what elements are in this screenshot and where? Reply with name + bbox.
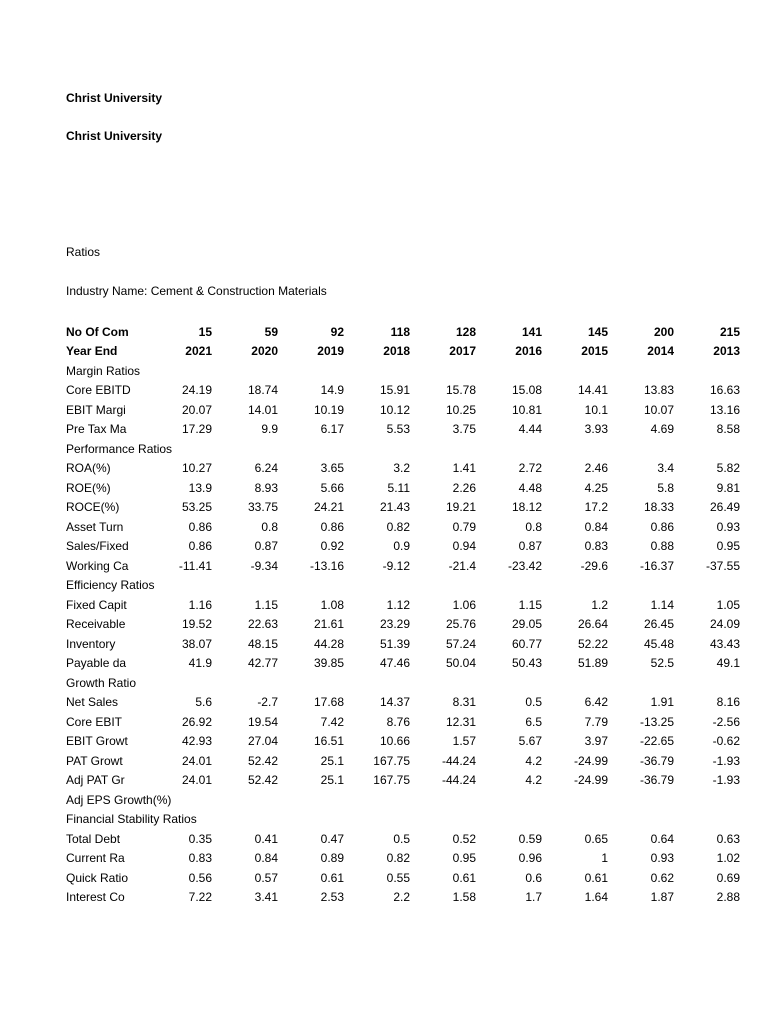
table-cell: 7.42 — [320, 714, 344, 729]
table-row — [66, 888, 740, 908]
table-cell: 29.05 — [511, 617, 542, 632]
table-cell: 0.84 — [584, 519, 608, 534]
table-cell: -1.93 — [712, 773, 740, 788]
table-cell: 16.63 — [709, 383, 740, 398]
row-label: Fixed Capit — [66, 597, 127, 612]
table-cell: 0.8 — [261, 519, 278, 534]
table-cell: 24.21 — [313, 500, 344, 515]
table-cell: -1.93 — [712, 753, 740, 768]
header-title-2: Christ University — [66, 129, 163, 143]
table-row — [66, 478, 740, 498]
table-cell: 42.93 — [181, 734, 212, 749]
table-cell: 3.41 — [254, 890, 278, 905]
table-cell: 167.75 — [373, 753, 410, 768]
table-row — [66, 400, 740, 420]
table-cell: 141 — [521, 324, 542, 339]
table-cell: 0.55 — [386, 870, 410, 885]
table-cell: 5.6 — [195, 695, 212, 710]
table-cell: -2.7 — [257, 695, 278, 710]
table-section-row — [66, 361, 740, 381]
table-cell: 6.42 — [584, 695, 608, 710]
table-cell: 14.41 — [577, 383, 608, 398]
table-row — [66, 556, 740, 576]
table-cell: 0.94 — [452, 539, 476, 554]
table-cell: 53.25 — [181, 500, 212, 515]
table-cell: 0.56 — [188, 870, 212, 885]
row-label: No Of Com — [66, 324, 129, 339]
table-row — [66, 829, 740, 849]
row-label: Year End — [66, 344, 118, 359]
table-cell: 50.04 — [445, 656, 476, 671]
table-cell: -24.99 — [573, 753, 608, 768]
table-cell: 17.2 — [584, 500, 608, 515]
table-cell: 5.82 — [716, 461, 740, 476]
table-cell: 0.92 — [320, 539, 344, 554]
table-cell: 24.01 — [181, 773, 212, 788]
table-cell: 0.83 — [584, 539, 608, 554]
row-label: Pre Tax Ma — [66, 422, 127, 437]
table-cell: -13.25 — [639, 714, 674, 729]
table-cell: 5.8 — [657, 480, 674, 495]
table-cell: 8.76 — [386, 714, 410, 729]
table-cell: -13.16 — [309, 558, 344, 573]
table-cell: 52.42 — [247, 753, 278, 768]
table-cell: 26.45 — [643, 617, 674, 632]
row-label: Interest Co — [66, 890, 125, 905]
table-cell: 8.93 — [254, 480, 278, 495]
table-section-row — [66, 673, 740, 693]
table-cell: 23.29 — [379, 617, 410, 632]
table-cell: -36.79 — [639, 773, 674, 788]
table-cell: 0.63 — [716, 831, 740, 846]
table-row — [66, 517, 740, 537]
table-cell: -44.24 — [441, 753, 476, 768]
table-cell: 7.22 — [188, 890, 212, 905]
row-label: Core EBIT — [66, 714, 123, 729]
table-cell: 26.49 — [709, 500, 740, 515]
table-cell: 24.19 — [181, 383, 212, 398]
table-cell: 1.91 — [650, 695, 674, 710]
table-cell: 52.22 — [577, 636, 608, 651]
table-cell: 0.95 — [716, 539, 740, 554]
table-cell: 10.81 — [511, 402, 542, 417]
table-cell: 47.46 — [379, 656, 410, 671]
table-row — [66, 342, 740, 362]
table-cell: 118 — [390, 324, 410, 339]
table-cell: 128 — [455, 324, 476, 339]
table-cell: 24.01 — [181, 753, 212, 768]
table-cell: 0.52 — [452, 831, 476, 846]
table-cell: -2.56 — [712, 714, 740, 729]
table-cell: 4.2 — [525, 753, 542, 768]
row-label: Net Sales — [66, 695, 119, 710]
table-cell: 2019 — [317, 344, 344, 359]
table-cell: 15.91 — [379, 383, 410, 398]
table-cell: 9.9 — [261, 422, 278, 437]
table-cell: -22.65 — [639, 734, 674, 749]
table-cell: 1.41 — [452, 461, 476, 476]
table-cell: 1.2 — [591, 597, 608, 612]
table-cell: 19.21 — [445, 500, 476, 515]
table-cell: 2.88 — [716, 890, 740, 905]
table-cell: 1 — [601, 851, 608, 866]
table-cell: 13.9 — [188, 480, 212, 495]
table-cell: 0.35 — [188, 831, 212, 846]
table-cell: -44.24 — [441, 773, 476, 788]
row-label: ROCE(%) — [66, 500, 120, 515]
table-cell: 215 — [719, 324, 740, 339]
table-cell: -21.4 — [448, 558, 476, 573]
table-cell: 19.52 — [181, 617, 212, 632]
table-cell: 48.15 — [247, 636, 278, 651]
table-cell: 4.2 — [525, 773, 542, 788]
table-section-row — [66, 439, 740, 459]
table-cell: 0.87 — [518, 539, 542, 554]
row-label: Receivable — [66, 617, 126, 632]
table-cell: 1.08 — [320, 597, 344, 612]
table-cell: 60.77 — [511, 636, 542, 651]
table-cell: 1.05 — [716, 597, 740, 612]
table-row — [66, 420, 740, 440]
table-row — [66, 693, 740, 713]
table-cell: 0.86 — [188, 519, 212, 534]
table-cell: 14.01 — [247, 402, 278, 417]
table-cell: 4.25 — [584, 480, 608, 495]
row-label: Current Ra — [66, 851, 125, 866]
table-cell: -24.99 — [573, 773, 608, 788]
section-label: Margin Ratios — [66, 363, 141, 378]
table-cell: 145 — [587, 324, 608, 339]
table-cell: 10.07 — [643, 402, 674, 417]
row-label: PAT Growt — [66, 753, 123, 768]
table-cell: 0.82 — [386, 851, 410, 866]
table-cell: 52.5 — [650, 656, 674, 671]
table-cell: 25.1 — [320, 753, 344, 768]
row-label: EBIT Margi — [66, 402, 126, 417]
row-label: Total Debt — [66, 831, 121, 846]
table-row — [66, 868, 740, 888]
table-cell: 9.81 — [716, 480, 740, 495]
table-cell: 92 — [330, 324, 344, 339]
header-title-1: Christ University — [66, 91, 163, 105]
table-cell: 0.86 — [320, 519, 344, 534]
table-cell: 0.88 — [650, 539, 674, 554]
section-label: Efficiency Ratios — [66, 578, 155, 593]
table-cell: 20.07 — [181, 402, 212, 417]
table-cell: 2.72 — [518, 461, 542, 476]
table-cell: 1.06 — [452, 597, 476, 612]
table-cell: 4.44 — [518, 422, 542, 437]
section-label: Financial Stability Ratios — [66, 812, 197, 827]
table-cell: 0.6 — [525, 870, 542, 885]
table-row — [66, 654, 740, 674]
table-cell: 7.79 — [584, 714, 608, 729]
table-cell: 2.53 — [320, 890, 344, 905]
table-cell: -37.55 — [705, 558, 740, 573]
row-label: Working Ca — [66, 558, 129, 573]
table-cell: 5.66 — [320, 480, 344, 495]
table-cell: -11.41 — [178, 558, 212, 573]
table-row — [66, 595, 740, 615]
table-cell: 12.31 — [445, 714, 476, 729]
table-cell: 0.61 — [584, 870, 608, 885]
table-cell: 3.4 — [657, 461, 674, 476]
table-cell: 8.16 — [716, 695, 740, 710]
table-cell: 4.48 — [518, 480, 542, 495]
table-row — [66, 615, 740, 635]
table-cell: 44.28 — [313, 636, 344, 651]
table-cell: 41.9 — [188, 656, 212, 671]
table-cell: 59 — [264, 324, 278, 339]
table-cell: 10.12 — [379, 402, 410, 417]
row-label: Inventory — [66, 636, 116, 651]
row-label: Asset Turn — [66, 519, 124, 534]
table-cell: 21.43 — [379, 500, 410, 515]
table-cell: 25.1 — [320, 773, 344, 788]
table-cell: 6.17 — [320, 422, 344, 437]
table-cell: 18.74 — [247, 383, 278, 398]
table-cell: 3.2 — [393, 461, 410, 476]
table-cell: 10.66 — [379, 734, 410, 749]
table-cell: 38.07 — [181, 636, 212, 651]
table-cell: 10.19 — [313, 402, 344, 417]
table-cell: 2016 — [515, 344, 542, 359]
table-cell: 25.76 — [445, 617, 476, 632]
table-cell: 18.12 — [511, 500, 542, 515]
table-cell: 22.63 — [247, 617, 278, 632]
table-cell: -9.12 — [382, 558, 410, 573]
table-cell: 26.92 — [181, 714, 212, 729]
table-cell: 0.5 — [393, 831, 410, 846]
table-cell: 51.39 — [379, 636, 410, 651]
row-label: Adj PAT Gr — [66, 773, 125, 788]
table-cell: 2017 — [449, 344, 476, 359]
table-cell: 15.08 — [511, 383, 542, 398]
table-cell: 0.84 — [254, 851, 278, 866]
row-label: Sales/Fixed — [66, 539, 129, 554]
table-cell: 3.75 — [452, 422, 476, 437]
table-cell: 33.75 — [247, 500, 278, 515]
table-section-row — [66, 790, 740, 810]
row-label: Payable da — [66, 656, 127, 671]
table-cell: 0.57 — [254, 870, 278, 885]
table-row — [66, 771, 740, 791]
table-cell: 5.53 — [386, 422, 410, 437]
row-label: Core EBITD — [66, 383, 131, 398]
table-cell: 10.25 — [445, 402, 476, 417]
table-cell: 0.86 — [188, 539, 212, 554]
table-cell: 14.37 — [379, 695, 410, 710]
table-cell: 0.95 — [452, 851, 476, 866]
table-cell: 0.87 — [254, 539, 278, 554]
table-cell: 2020 — [251, 344, 278, 359]
table-cell: 5.11 — [387, 480, 410, 495]
table-row — [66, 732, 740, 752]
row-label: EBIT Growt — [66, 734, 128, 749]
table-cell: 6.24 — [254, 461, 278, 476]
table-cell: 21.61 — [313, 617, 344, 632]
table-cell: 1.15 — [254, 597, 278, 612]
table-cell: 24.09 — [709, 617, 740, 632]
table-cell: 2.46 — [584, 461, 608, 476]
table-cell: 26.64 — [577, 617, 608, 632]
table-cell: 2015 — [581, 344, 608, 359]
table-cell: 15.78 — [445, 383, 476, 398]
table-cell: 0.5 — [525, 695, 542, 710]
table-cell: 42.77 — [247, 656, 278, 671]
table-cell: 39.85 — [313, 656, 344, 671]
table-cell: 8.31 — [452, 695, 476, 710]
table-cell: 0.61 — [320, 870, 344, 885]
table-cell: 2.26 — [452, 480, 476, 495]
table-cell: 45.48 — [643, 636, 674, 651]
table-row — [66, 459, 740, 479]
table-cell: 1.15 — [518, 597, 542, 612]
table-cell: 0.41 — [254, 831, 278, 846]
table-cell: 2.2 — [393, 890, 410, 905]
table-cell: -29.6 — [580, 558, 608, 573]
table-cell: 51.89 — [577, 656, 608, 671]
table-cell: 1.12 — [386, 597, 410, 612]
ratios-table-body — [66, 322, 740, 907]
table-cell: -16.37 — [639, 558, 674, 573]
table-cell: 13.16 — [709, 402, 740, 417]
table-cell: 0.59 — [518, 831, 542, 846]
table-cell: 0.8 — [525, 519, 542, 534]
table-cell: 3.97 — [584, 734, 608, 749]
table-cell: 17.29 — [181, 422, 212, 437]
row-label: ROE(%) — [66, 480, 111, 495]
table-row — [66, 498, 740, 518]
table-cell: 10.1 — [584, 402, 608, 417]
table-cell: 49.1 — [716, 656, 740, 671]
table-cell: 19.54 — [247, 714, 278, 729]
table-cell: 5.67 — [518, 734, 542, 749]
table-cell: 3.65 — [320, 461, 344, 476]
section-label: Growth Ratio — [66, 675, 137, 690]
table-cell: 43.43 — [709, 636, 740, 651]
table-section-row — [66, 576, 740, 596]
table-cell: 0.86 — [650, 519, 674, 534]
table-cell: 14.9 — [320, 383, 344, 398]
table-cell: 57.24 — [445, 636, 476, 651]
table-cell: 3.93 — [584, 422, 608, 437]
table-cell: 1.02 — [716, 851, 740, 866]
table-cell: 1.7 — [525, 890, 542, 905]
table-cell: 6.5 — [525, 714, 542, 729]
table-cell: 1.58 — [452, 890, 476, 905]
ratios-table — [66, 322, 740, 907]
row-label: ROA(%) — [66, 461, 111, 476]
table-cell: 52.42 — [247, 773, 278, 788]
table-row — [66, 537, 740, 557]
table-row — [66, 322, 740, 342]
table-row — [66, 712, 740, 732]
table-cell: 50.43 — [511, 656, 542, 671]
table-cell: 1.14 — [650, 597, 674, 612]
section-label: Performance Ratios — [66, 441, 173, 456]
table-cell: 18.33 — [643, 500, 674, 515]
table-cell: 200 — [653, 324, 674, 339]
table-cell: 8.58 — [716, 422, 740, 437]
table-cell: 16.51 — [313, 734, 344, 749]
table-cell: 2021 — [185, 344, 212, 359]
table-cell: 4.69 — [650, 422, 674, 437]
table-cell: 2013 — [713, 344, 740, 359]
industry-line: Industry Name: Cement & Construction Materials — [66, 284, 327, 298]
table-cell: 0.96 — [518, 851, 542, 866]
table-cell: 1.87 — [650, 890, 674, 905]
table-section-row — [66, 810, 740, 830]
table-cell: 0.9 — [393, 539, 410, 554]
table-cell: 27.04 — [247, 734, 278, 749]
table-cell: 0.93 — [650, 851, 674, 866]
table-cell: 167.75 — [373, 773, 410, 788]
section-label: Adj EPS Growth(%) — [66, 792, 172, 807]
table-cell: 2018 — [383, 344, 410, 359]
table-row — [66, 634, 740, 654]
table-row — [66, 381, 740, 401]
table-cell: 0.47 — [320, 831, 344, 846]
table-cell: 0.93 — [716, 519, 740, 534]
table-cell: 0.65 — [584, 831, 608, 846]
table-cell: -23.42 — [507, 558, 542, 573]
table-row — [66, 751, 740, 771]
table-cell: 1.16 — [188, 597, 212, 612]
table-cell: -9.34 — [250, 558, 278, 573]
table-cell: 1.64 — [584, 890, 608, 905]
table-cell: -36.79 — [639, 753, 674, 768]
table-cell: 15 — [198, 324, 212, 339]
table-cell: 10.27 — [181, 461, 212, 476]
table-cell: 1.57 — [452, 734, 476, 749]
table-cell: 0.89 — [320, 851, 344, 866]
table-cell: 0.82 — [386, 519, 410, 534]
table-cell: 0.69 — [716, 870, 740, 885]
table-cell: 17.68 — [313, 695, 344, 710]
table-cell: 0.79 — [452, 519, 476, 534]
table-cell: 13.83 — [643, 383, 674, 398]
row-label: Quick Ratio — [66, 870, 129, 885]
table-row — [66, 849, 740, 869]
table-cell: -0.62 — [712, 734, 740, 749]
table-cell: 0.62 — [650, 870, 674, 885]
table-cell: 2014 — [647, 344, 674, 359]
section-title: Ratios — [66, 245, 101, 259]
table-cell: 0.61 — [452, 870, 476, 885]
table-cell: 0.64 — [650, 831, 674, 846]
table-cell: 0.83 — [188, 851, 212, 866]
